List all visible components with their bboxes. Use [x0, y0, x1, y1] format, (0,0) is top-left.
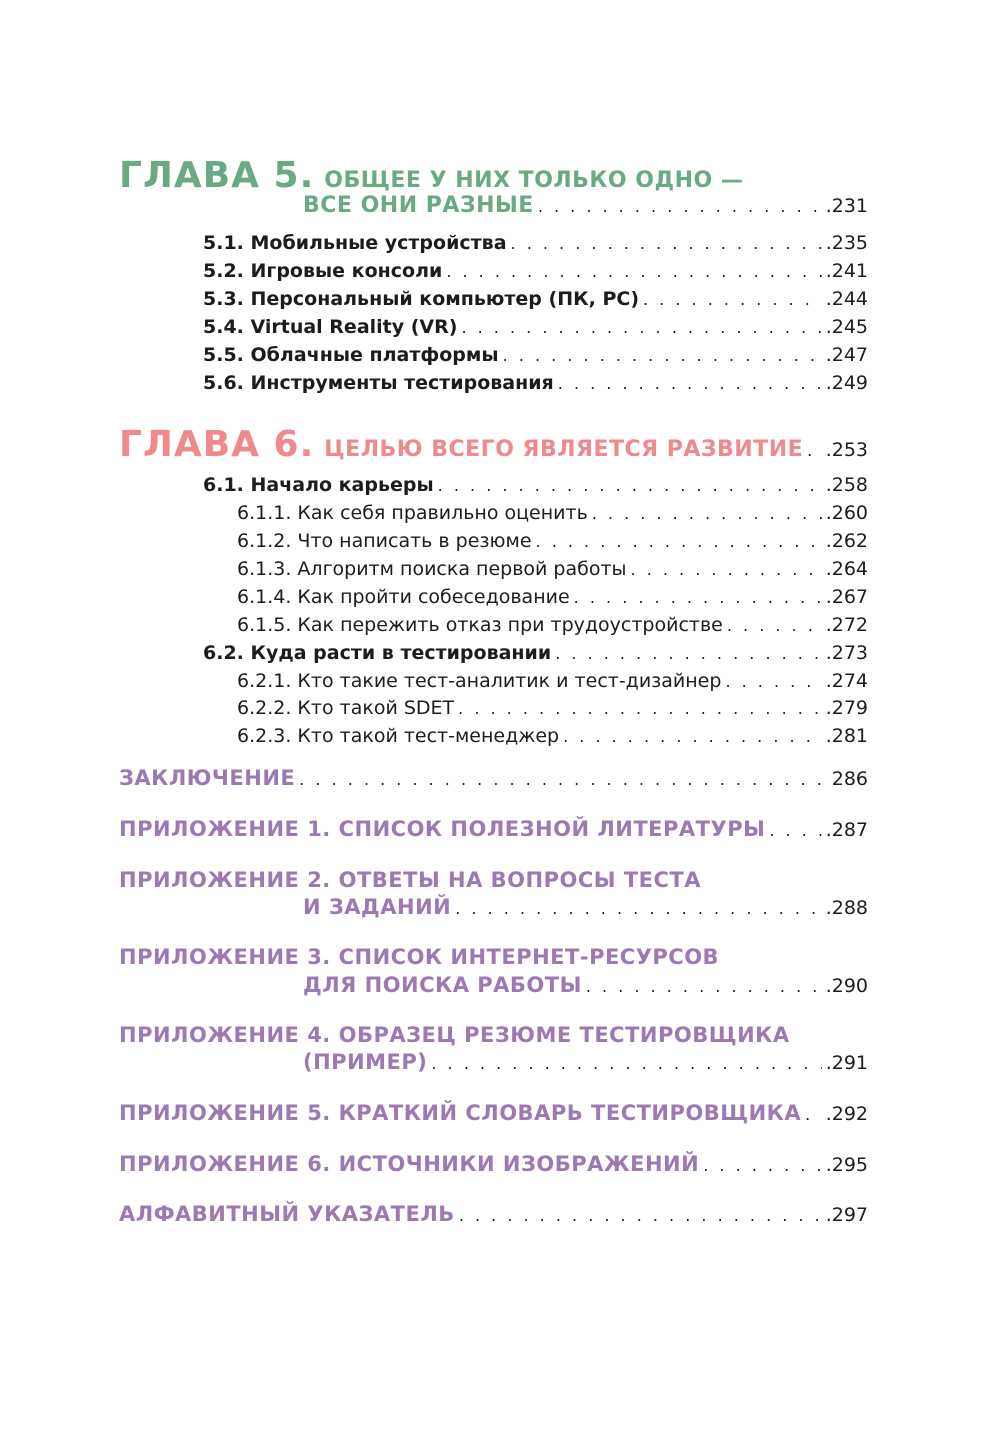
entry-title-line2: ДЛЯ ПОИСКА РАБОТЫ — [303, 973, 582, 997]
entry-page: .291 — [825, 1052, 868, 1074]
entry-title: 5.2. Игровые консоли — [203, 260, 443, 282]
entry-title: ЗАКЛЮЧЕНИЕ — [119, 766, 296, 790]
entry-title: ПРИЛОЖЕНИЕ 5. КРАТКИЙ СЛОВАРЬ ТЕСТИРОВЩИКА — [119, 1101, 802, 1125]
leader-dots — [769, 821, 821, 840]
toc-entry-conclusion[interactable] — [119, 766, 868, 790]
entry-page: .235 — [825, 232, 868, 254]
toc-entry-6-2[interactable] — [203, 642, 868, 664]
toc-entry-6-2-2[interactable] — [237, 697, 868, 719]
toc-entry-appendix3-line2[interactable] — [303, 973, 868, 997]
entry-title-line1: ПРИЛОЖЕНИЕ 3. СПИСОК ИНТЕРНЕТ-РЕСУРСОВ — [119, 945, 720, 969]
entry-page: .244 — [825, 288, 868, 310]
toc-entry-6-1-5[interactable] — [237, 614, 868, 636]
leader-dots — [807, 441, 822, 460]
toc-entry-6-1[interactable] — [203, 474, 868, 496]
entry-title: 6.1.2. Что написать в резюме — [237, 530, 532, 552]
chapter5-title-line1: ОБЩЕЕ У НИХ ТОЛЬКО ОДНО — — [324, 168, 744, 193]
entry-page: .295 — [825, 1154, 868, 1176]
entry-title-line1: ПРИЛОЖЕНИЕ 4. ОБРАЗЕЦ РЕЗЮМЕ ТЕСТИРОВЩИКА — [119, 1023, 790, 1047]
leader-dots — [536, 532, 822, 551]
entry-page: .292 — [825, 1103, 868, 1125]
toc-entry-6-2-1[interactable] — [237, 670, 868, 692]
entry-page: .297 — [825, 1204, 868, 1226]
entry-title-line2: И ЗАДАНИЙ — [303, 895, 452, 919]
entry-page: .290 — [825, 975, 868, 997]
entry-title: 6.1. Начало карьеры — [203, 474, 434, 496]
toc-entry-6-2-3[interactable] — [237, 725, 868, 747]
entry-title: 5.3. Персональный компьютер (ПК, PC) — [203, 288, 640, 310]
leader-dots — [446, 262, 821, 281]
entry-page: .249 — [825, 372, 868, 394]
toc-entry-5-5[interactable] — [203, 344, 868, 366]
entry-title: 6.1.5. Как пережить отказ при трудоустройстве — [237, 614, 723, 636]
entry-title: 6.2. Куда расти в тестировании — [203, 642, 552, 664]
entry-page: .241 — [825, 260, 868, 282]
chapter6-page: .253 — [825, 439, 868, 461]
toc-entry-6-1-2[interactable] — [237, 530, 868, 552]
entry-title: АЛФАВИТНЫЙ УКАЗАТЕЛЬ — [119, 1202, 455, 1226]
leader-dots — [805, 1105, 822, 1124]
entry-page: .267 — [825, 586, 868, 608]
entry-page: .264 — [825, 558, 868, 580]
entry-page: .260 — [825, 502, 868, 524]
entry-title-line1: ПРИЛОЖЕНИЕ 2. ОТВЕТЫ НА ВОПРОСЫ ТЕСТА — [119, 868, 701, 892]
leader-dots — [586, 977, 822, 996]
entry-title: 5.4. Virtual Reality (VR) — [203, 316, 458, 338]
toc-entry-5-3[interactable] — [203, 288, 868, 310]
leader-dots — [461, 318, 821, 337]
chapter5-page: .231 — [825, 195, 868, 217]
toc-entry-appendix2-line1[interactable] — [119, 868, 868, 892]
entry-title-line2: (ПРИМЕР) — [303, 1050, 428, 1074]
toc-entry-appendix5[interactable] — [119, 1101, 868, 1125]
leader-dots — [299, 770, 827, 789]
toc-entry-appendix4-line2[interactable] — [303, 1050, 868, 1074]
toc-entry-appendix6[interactable] — [119, 1152, 868, 1176]
entry-page: .262 — [825, 530, 868, 552]
entry-page: .287 — [825, 819, 868, 841]
toc-entry-5-2[interactable] — [203, 260, 868, 282]
leader-dots — [555, 644, 821, 663]
entry-title: 6.1.4. Как пройти собеседование — [237, 586, 570, 608]
leader-dots — [643, 290, 822, 309]
chapter5-title-line2: ВСЕ ОНИ РАЗНЫЕ — [303, 193, 534, 218]
entry-title: ПРИЛОЖЕНИЕ 6. ИСТОЧНИКИ ИЗОБРАЖЕНИЙ — [119, 1152, 700, 1176]
leader-dots — [574, 588, 822, 607]
toc-entry-6-1-1[interactable] — [237, 502, 868, 524]
chapter5-label: ГЛАВА 5. — [119, 155, 315, 196]
leader-dots — [592, 504, 822, 523]
chapter6-label: ГЛАВА 6. — [119, 424, 315, 465]
toc-entry-6-1-3[interactable] — [237, 558, 868, 580]
leader-dots — [511, 234, 822, 253]
leader-dots — [503, 346, 822, 365]
toc-entry-appendix3-line1[interactable] — [119, 945, 868, 969]
leader-dots — [703, 1156, 821, 1175]
leader-dots — [438, 476, 822, 495]
entry-page: .245 — [825, 316, 868, 338]
toc-entry-appendix2-line2[interactable] — [303, 895, 868, 919]
leader-dots — [631, 560, 822, 579]
leader-dots — [558, 374, 822, 393]
entry-page: .258 — [825, 474, 868, 496]
entry-page: .274 — [825, 670, 868, 692]
leader-dots — [458, 699, 822, 718]
leader-dots — [455, 899, 821, 918]
entry-page: 286 — [831, 768, 868, 790]
entry-page: .272 — [825, 614, 868, 636]
entry-title: ПРИЛОЖЕНИЕ 1. СПИСОК ПОЛЕЗНОЙ ЛИТЕРАТУРЫ — [119, 817, 766, 841]
chapter6-heading[interactable] — [119, 424, 868, 465]
entry-page: .281 — [825, 725, 868, 747]
leader-dots — [431, 1054, 821, 1073]
chapter5-heading-line2[interactable] — [303, 193, 868, 218]
toc-entry-5-4[interactable] — [203, 316, 868, 338]
chapter5-heading-line1[interactable] — [119, 155, 868, 196]
leader-dots — [725, 672, 821, 691]
entry-title: 5.6. Инструменты тестирования — [203, 372, 554, 394]
toc-entry-appendix1[interactable] — [119, 817, 868, 841]
toc-entry-5-1[interactable] — [203, 232, 868, 254]
entry-page: .273 — [825, 642, 868, 664]
toc-entry-6-1-4[interactable] — [237, 586, 868, 608]
toc-entry-appendix4-line1[interactable] — [119, 1023, 868, 1047]
entry-title: 6.2.1. Кто такие тест-аналитик и тест-дизайнер — [237, 670, 722, 692]
leader-dots — [727, 616, 822, 635]
leader-dots — [538, 197, 822, 216]
entry-title: 6.2.3. Кто такой тест-менеджер — [237, 725, 560, 747]
toc-entry-index[interactable] — [119, 1202, 868, 1226]
entry-title: 6.1.3. Алгоритм поиска первой работы — [237, 558, 627, 580]
chapter6-title: ЦЕЛЬЮ ВСЕГО ЯВЛЯЕТСЯ РАЗВИТИЕ — [324, 437, 804, 462]
entry-page: .247 — [825, 344, 868, 366]
entry-title: 6.1.1. Как себя правильно оценить — [237, 502, 588, 524]
entry-title: 5.5. Облачные платформы — [203, 344, 499, 366]
leader-dots — [563, 727, 822, 746]
leader-dots — [459, 1206, 822, 1225]
entry-page: .288 — [825, 897, 868, 919]
entry-page: .279 — [825, 697, 868, 719]
entry-title: 6.2.2. Кто такой SDET — [237, 697, 455, 719]
entry-title: 5.1. Мобильные устройства — [203, 232, 507, 254]
toc-entry-5-6[interactable] — [203, 372, 868, 394]
